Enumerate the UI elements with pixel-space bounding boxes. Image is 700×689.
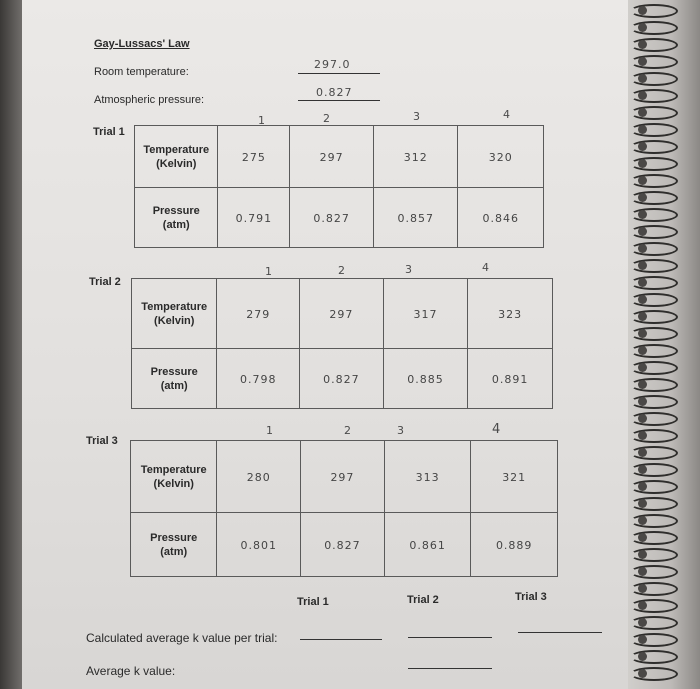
trial-1-press-2: [290, 188, 374, 248]
avg-k-per-trial-label: Calculated average k value per trial:: [86, 631, 278, 645]
trial-2-temp-2: [300, 279, 384, 349]
trial-2-col-1: 1: [265, 265, 273, 278]
trial-1-press-1-value: 0.791: [235, 211, 273, 225]
binding-hole: [638, 601, 647, 610]
trial-3-temp-4: [471, 441, 558, 513]
trial-3-col-3: 3: [397, 424, 405, 437]
trial-3-temp-4-value: 321: [502, 470, 527, 484]
trial-2-col-2: 2: [338, 264, 346, 277]
trial-2-press-4-value: 0.891: [491, 372, 529, 386]
binding-hole: [638, 363, 647, 372]
trial-1-temp-4: [458, 126, 544, 188]
trial-2-press-3: [383, 349, 468, 409]
binding-hole: [638, 567, 647, 576]
binding-hole: [638, 652, 647, 661]
trial-1-label: Trial 1: [93, 126, 125, 138]
temp-label-line2: (Kelvin): [154, 314, 195, 327]
trial-1-press-2-value: 0.827: [313, 211, 350, 225]
trial-1-press-4: [458, 188, 544, 248]
atmospheric-pressure-value: 0.827: [316, 86, 353, 99]
binding-hole: [638, 584, 647, 593]
trial-2-press-1: [217, 349, 300, 409]
press-label-line1: Pressure: [150, 531, 198, 544]
binding-hole: [638, 159, 647, 168]
binding-hole: [638, 635, 647, 644]
trial-3-press-label-cell: [131, 513, 217, 577]
footer-trial-3-label: Trial 3: [515, 591, 547, 603]
avg-k-trial-2-line: [408, 637, 492, 638]
binding-hole: [638, 91, 647, 100]
binding-hole: [638, 6, 647, 15]
temp-label-line2: (Kelvin): [156, 157, 197, 170]
binding-hole: [638, 176, 647, 185]
binding-hole: [638, 244, 647, 253]
binding-hole: [638, 431, 647, 440]
trial-1-temp-3: [373, 126, 458, 188]
trial-3-press-3: [384, 513, 471, 577]
press-label-line2: (atm): [160, 379, 188, 392]
trial-3-col-2: 2: [344, 424, 352, 437]
trial-1-temp-label-cell: [135, 126, 218, 188]
room-temperature-line: [298, 73, 380, 74]
temp-label-line1: Temperature: [140, 463, 207, 476]
binding-hole: [638, 142, 647, 151]
binding-hole: [638, 550, 647, 559]
press-label-line1: Pressure: [152, 204, 200, 217]
trial-3-press-2-value: 0.827: [324, 538, 361, 552]
binding-hole: [638, 414, 647, 423]
trial-1-press-4-value: 0.846: [482, 211, 519, 225]
binding-hole: [638, 380, 647, 389]
trial-3-col-1: 1: [266, 424, 274, 437]
trial-2-temp-label-cell: [132, 279, 217, 349]
footer-trial-1-label: Trial 1: [297, 596, 329, 608]
trial-1-table: [134, 125, 544, 248]
trial-2-temp-1-value: 279: [246, 307, 271, 321]
binding-hole: [638, 397, 647, 406]
trial-2-press-4: [468, 349, 553, 409]
trial-1-press-3-value: 0.857: [397, 211, 434, 225]
binding-hole: [638, 278, 647, 287]
trial-3-press-4-value: 0.889: [495, 538, 533, 552]
trial-1-temp-1: [218, 126, 290, 188]
trial-1-temp-3-value: 312: [403, 150, 428, 164]
trial-2-press-1-value: 0.798: [240, 372, 277, 386]
press-label-line2: (atm): [160, 545, 188, 558]
atmospheric-pressure-label: Atmospheric pressure:: [94, 94, 205, 106]
trial-1-press-label-cell: [135, 188, 218, 248]
binding-hole: [638, 108, 647, 117]
binding-hole: [638, 295, 647, 304]
trial-3-label: Trial 3: [86, 435, 118, 447]
binding-hole: [638, 499, 647, 508]
atmospheric-pressure-line: [298, 100, 380, 101]
trial-3-temp-1-value: 280: [246, 470, 271, 484]
trial-2-label: Trial 2: [89, 276, 121, 288]
trial-3-press-2: [301, 513, 385, 577]
trial-3-temp-3: [384, 441, 471, 513]
trial-3-col-4: 4: [492, 422, 502, 437]
binding-hole: [638, 465, 647, 474]
trial-1-temp-2: [290, 126, 374, 188]
binding-hole: [638, 74, 647, 83]
trial-2-press-label-cell: [132, 349, 217, 409]
binding-hole: [638, 669, 647, 678]
trial-2-table: [131, 278, 553, 409]
binding-hole: [638, 261, 647, 270]
binding-hole: [638, 533, 647, 542]
trial-3-temp-label-cell: [131, 441, 217, 513]
binding-hole: [638, 329, 647, 338]
avg-k-line: [408, 668, 492, 669]
trial-3-temp-1: [217, 441, 301, 513]
avg-k-trial-1-line: [300, 639, 382, 640]
trial-2-press-2: [300, 349, 384, 409]
trial-3-press-1: [217, 513, 301, 577]
trial-3-temp-2: [301, 441, 385, 513]
trial-3-press-3-value: 0.861: [409, 538, 446, 552]
trial-1-col-1: 1: [258, 114, 266, 127]
binding-hole: [638, 516, 647, 525]
trial-2-temp-4-value: 323: [498, 307, 523, 321]
room-temperature-value: 297.0: [314, 58, 351, 71]
trial-1-col-2: 2: [323, 112, 331, 125]
trial-3-temp-2-value: 297: [330, 470, 355, 484]
trial-2-press-3-value: 0.885: [407, 372, 444, 386]
trial-1-press-3: [373, 188, 458, 248]
trial-3-temp-3-value: 313: [415, 470, 440, 484]
binding-hole: [638, 312, 647, 321]
binding-hole: [638, 57, 647, 66]
temp-label-line1: Temperature: [143, 143, 210, 156]
trial-2-temp-2-value: 297: [329, 307, 354, 321]
temp-label-line1: Temperature: [141, 300, 208, 313]
trial-2-temp-1: [217, 279, 300, 349]
binding-hole: [638, 346, 647, 355]
binding-hole: [638, 227, 647, 236]
press-label-line2: (atm): [162, 218, 190, 231]
binding-hole: [638, 125, 647, 134]
trial-3-press-1-value: 0.801: [240, 538, 278, 552]
footer-trial-2-label: Trial 2: [407, 594, 439, 606]
binding-hole: [638, 448, 647, 457]
trial-3-press-4: [471, 513, 558, 577]
trial-1-temp-2-value: 297: [319, 150, 344, 164]
trial-2-temp-4: [468, 279, 553, 349]
avg-k-label: Average k value:: [86, 664, 176, 678]
trial-2-col-3: 3: [405, 263, 413, 276]
binding-hole: [638, 482, 647, 491]
binding-hole: [638, 618, 647, 627]
trial-1-col-4: 4: [503, 108, 511, 121]
worksheet-title: Gay-Lussacs' Law: [94, 38, 190, 50]
press-label-line1: Pressure: [150, 365, 198, 378]
trial-1-temp-4-value: 320: [488, 150, 513, 164]
trial-1-press-1: [218, 188, 290, 248]
binding-hole: [638, 210, 647, 219]
trial-1-col-3: 3: [413, 110, 421, 123]
avg-k-trial-3-line: [518, 632, 602, 633]
trial-2-press-2-value: 0.827: [323, 372, 360, 386]
binding-hole: [638, 23, 647, 32]
trial-3-table: [130, 440, 558, 577]
temp-label-line2: (Kelvin): [153, 477, 194, 490]
trial-2-col-4: 4: [482, 261, 490, 274]
trial-1-temp-1-value: 275: [241, 150, 266, 164]
trial-2-temp-3-value: 317: [413, 307, 438, 321]
binding-hole: [638, 40, 647, 49]
binding-hole: [638, 193, 647, 202]
room-temperature-label: Room temperature:: [94, 66, 189, 78]
trial-2-temp-3: [383, 279, 468, 349]
